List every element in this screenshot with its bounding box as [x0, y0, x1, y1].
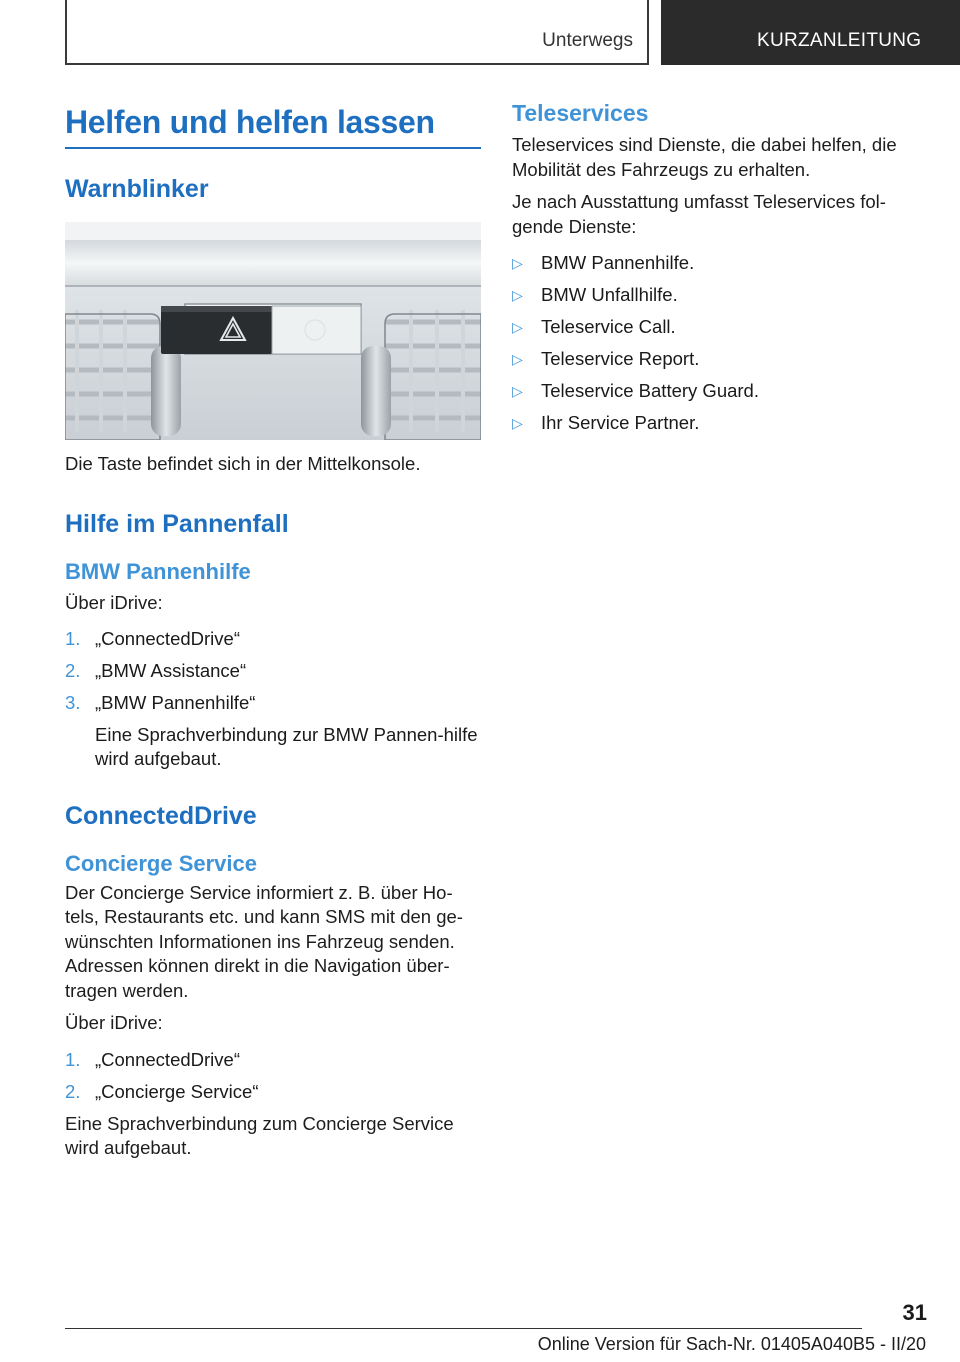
heading-concierge-service: Concierge Service — [65, 850, 257, 876]
triangle-bullet-icon: ▷ — [512, 319, 523, 335]
title-divider — [65, 147, 481, 149]
teleservices-p2: Je nach Ausstattung umfasst Teleservices fol-gende Dienste: — [512, 191, 886, 237]
list-item: ▷ Teleservice Battery Guard. — [512, 379, 922, 404]
concierge-intro: Über iDrive: — [65, 1012, 163, 1033]
list-item: 2. „Concierge Service“ — [65, 1080, 259, 1102]
list-item: ▷ Ihr Service Partner. — [512, 411, 922, 436]
list-item: 3. „BMW Pannenhilfe“ Eine Sprachverbindung zur BMW Pannen-hilfe wird aufgebaut. — [65, 691, 481, 772]
triangle-bullet-icon: ▷ — [512, 255, 523, 271]
chapter-tab[interactable] — [661, 0, 960, 65]
heading-warnblinker: Warnblinker — [65, 175, 209, 203]
list-item: 2. „BMW Assistance“ — [65, 660, 247, 681]
concierge-outro: Eine Sprachverbindung zum Concierge Service wird aufgebaut. — [65, 1112, 454, 1158]
page-title: Helfen und helfen lassen — [65, 104, 435, 140]
page-number: 31 — [902, 1300, 927, 1325]
list-item: ▷ BMW Pannenhilfe. — [512, 251, 922, 276]
section-tab-label: Unterwegs — [542, 30, 633, 51]
triangle-bullet-icon: ▷ — [512, 287, 523, 303]
online-version-note: Online Version für Sach-Nr. 01405A040B5 - II/20 — [537, 1334, 926, 1354]
step-note: Eine Sprachverbindung zur BMW Pannen-hilfe wird aufgebaut. — [95, 723, 478, 769]
list-item: 1. „ConnectedDrive“ — [65, 628, 240, 649]
pannenhilfe-intro: Über iDrive: — [65, 591, 163, 613]
heading-bmw-pannenhilfe: BMW Pannenhilfe — [65, 558, 251, 584]
list-item: ▷ Teleservice Call. — [512, 315, 922, 340]
right-column — [512, 100, 922, 443]
triangle-bullet-icon: ▷ — [512, 383, 523, 399]
concierge-steps — [65, 1048, 481, 1105]
hazard-caption: Die Taste befindet sich in der Mittelkonsole. — [65, 453, 421, 474]
list-item: ▷ BMW Unfallhilfe. — [512, 283, 922, 308]
heading-connecteddrive: ConnectedDrive — [65, 801, 257, 830]
triangle-bullet-icon: ▷ — [512, 415, 523, 431]
concierge-body: Der Concierge Service informiert z. B. über Ho-tels, Restaurants etc. und kann SMS mit den ge-wünschten Informationen ins Fahrzeug senden. Adressen können direkt in die Navigation über-tragen werden. — [65, 881, 463, 1001]
section-tab[interactable] — [65, 0, 649, 65]
footer-divider — [65, 1328, 862, 1329]
list-item: ▷ Teleservice Report. — [512, 347, 922, 372]
list-item: 1. „ConnectedDrive“ — [65, 1048, 240, 1070]
chapter-tab-label: KURZANLEITUNG — [757, 30, 922, 51]
hazard-button-photo — [65, 222, 481, 440]
pannenhilfe-steps — [65, 627, 481, 772]
triangle-bullet-icon: ▷ — [512, 351, 523, 367]
heading-teleservices: Teleservices — [512, 100, 649, 126]
left-column — [65, 100, 481, 1161]
teleservices-list — [512, 251, 922, 436]
teleservices-p1: Teleservices sind Dienste, die dabei helfen, die Mobilität des Fahrzeugs zu erhalten. — [512, 134, 897, 180]
heading-pannenfall: Hilfe im Pannenfall — [65, 509, 289, 538]
